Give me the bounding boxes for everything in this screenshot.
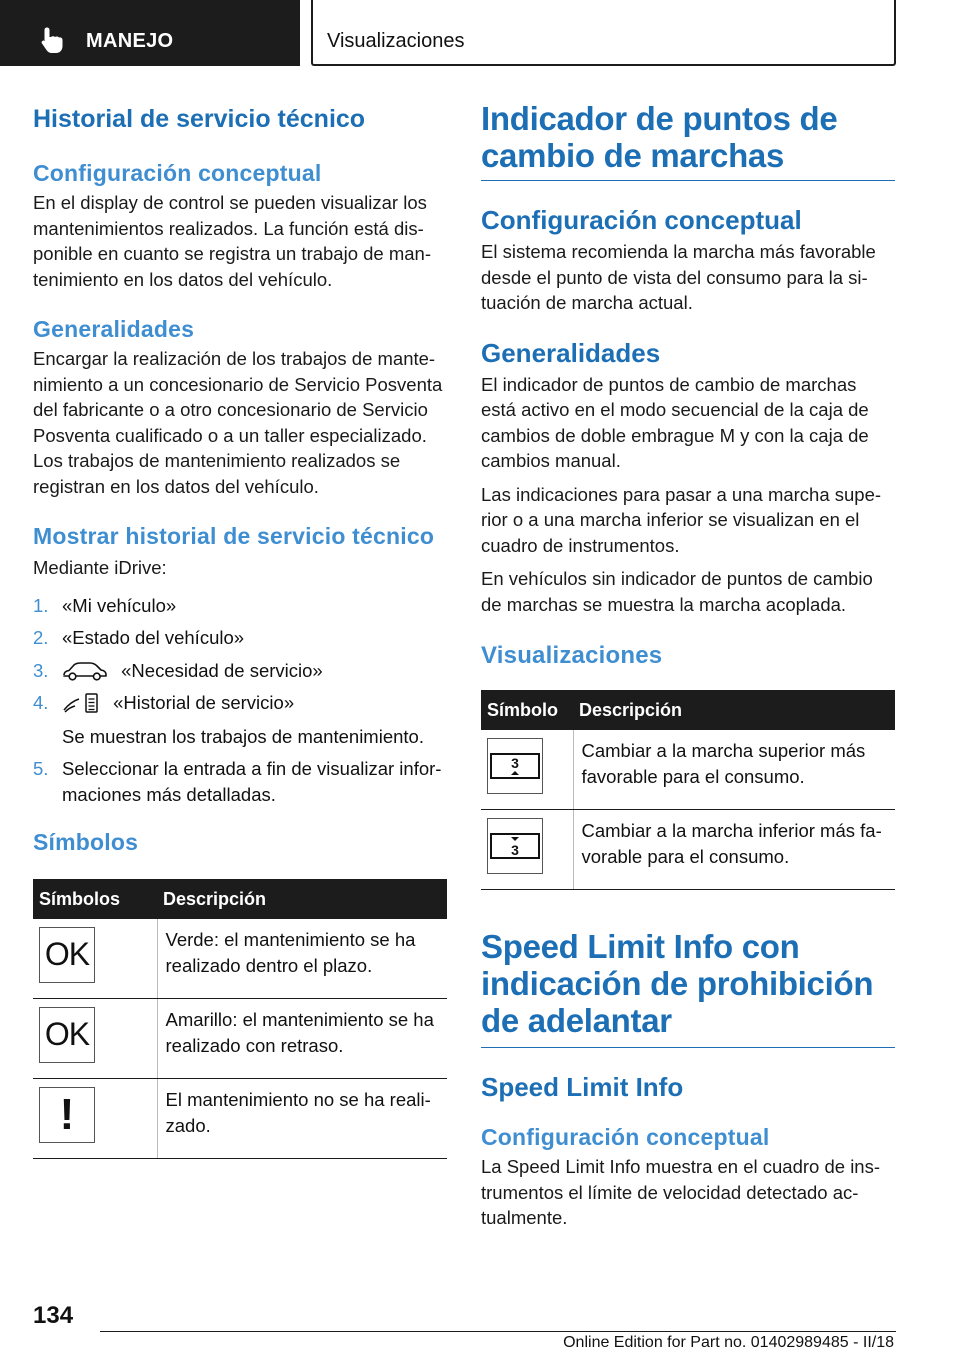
column-header-symbol: Símbolo: [481, 690, 573, 730]
column-header-description: Descripción: [573, 690, 895, 730]
heading-symbols: Símbolos: [33, 829, 139, 855]
table-row: [33, 919, 447, 999]
table-cell-description: Amarillo: el mantenimiento se ha realizado con retraso.: [157, 999, 447, 1079]
heading-general: Generalidades: [481, 337, 661, 368]
edition-text: Online Edition for Part no. 01402989485 - II/18: [563, 1334, 894, 1351]
heading-sli-concept: Configuración conceptual: [481, 1124, 770, 1150]
table-row: [481, 730, 895, 810]
step-subtext: Se muestran los trabajos de mantenimiento.: [62, 725, 424, 747]
right-column: [481, 100, 895, 1231]
paragraph-concept: El sistema recomienda la marcha más favorable desde el punto de vista del consumo para la situación de marcha actual.: [481, 241, 876, 313]
list-item: 5. Seleccionar la entrada a fin de visualizar informaciones más detalladas.: [33, 758, 442, 805]
list-item: 4. «Historial de servicio» Se muestran los trabajos de mantenimiento.: [33, 690, 447, 749]
heading-general: Generalidades: [33, 316, 195, 342]
svg-text:3: 3: [511, 842, 519, 858]
table-row: [481, 810, 895, 890]
list-item: 1. «Mi vehículo»: [33, 594, 177, 616]
table-header-row: [481, 690, 895, 730]
paragraph-general: Encargar la realización de los trabajos de mantenimiento a un concesionario de Servicio Posventa del fabricante o a otro concesionario de Servicio Posventa cualificado o a un taller especializado. Los trabajos de mantenimiento realizados se registran en los datos del vehículo.: [33, 348, 443, 497]
displays-table: [481, 690, 895, 890]
heading-service-history: Historial de servicio técnico: [33, 105, 366, 133]
table-header-row: [33, 879, 447, 919]
chapter-tab: [311, 0, 896, 66]
car-icon: [62, 660, 108, 682]
table-cell-description: El mantenimiento no se ha realizado.: [157, 1079, 447, 1159]
paragraph-idrive: Mediante iDrive:: [33, 557, 167, 578]
heading-concept: Configuración conceptual: [481, 205, 802, 235]
paragraph-general-1: El indicador de puntos de cambio de marchas está activo en el modo secuencial de la caja de cambios de doble embrague M y con la caja de cambios manual.: [481, 373, 869, 471]
page-number: 134: [33, 1302, 74, 1329]
table-row: [33, 999, 447, 1079]
heading-concept: Configuración conceptual: [33, 160, 322, 186]
table-cell-description: Cambiar a la marcha inferior más favorable para el consumo.: [573, 810, 895, 890]
exclamation-icon: !: [39, 1087, 95, 1143]
ok-yellow-icon: OK: [39, 1007, 95, 1063]
list-item: 3. «Necesidad de servicio»: [33, 659, 323, 681]
hand-pointer-icon: [40, 26, 66, 54]
shift-down-icon: [487, 818, 543, 874]
table-cell-description: Cambiar a la marcha superior más favorable para el consumo.: [573, 730, 895, 810]
heading-shift-indicator: Indicador de puntos de cambio de marchas: [481, 100, 838, 174]
paragraph-concept: En el display de control se pueden visualizar los mantenimientos realizados. La función está disponible en cuanto se registra un trabajo de mantenimiento en los datos del vehículo.: [33, 192, 432, 290]
left-column: [33, 100, 447, 1159]
column-header-description: Descripción: [157, 879, 447, 919]
footer-divider: [100, 1331, 896, 1332]
paragraph-general-2: Las indicaciones para pasar a una marcha superior o a una marcha inferior se visualizan en el cuadro de instrumentos.: [481, 483, 882, 556]
heading-displays: Visualizaciones: [481, 642, 663, 669]
table-row: [33, 1079, 447, 1159]
steps-list: [33, 593, 447, 808]
symbols-table: [33, 879, 447, 1159]
section-title: MANEJO: [86, 30, 174, 52]
page-header: [0, 0, 960, 66]
table-cell-description: Verde: el mantenimiento se ha realizado dentro el plazo.: [157, 919, 447, 999]
heading-speed-limit-info: Speed Limit Info con indicación de prohibición de adelantar: [481, 928, 874, 1039]
shift-up-icon: [487, 738, 543, 794]
heading-show-history: Mostrar historial de servicio técnico: [33, 523, 435, 549]
paragraph-sli: La Speed Limit Info muestra en el cuadro de instrumentos el límite de velocidad detectado actualmente.: [481, 1156, 881, 1228]
column-header-symbols: Símbolos: [33, 879, 157, 919]
page-footer: [0, 1290, 960, 1362]
section-tab: [0, 0, 300, 66]
service-history-icon: [62, 692, 100, 714]
ok-green-icon: OK: [39, 927, 95, 983]
paragraph-general-3: En vehículos sin indicador de puntos de cambio de marchas se muestra la marcha acoplada.: [481, 568, 873, 615]
heading-sli: Speed Limit Info: [481, 1072, 684, 1102]
svg-text:3: 3: [511, 755, 519, 771]
chapter-title: Visualizaciones: [327, 30, 465, 52]
list-item: 2. «Estado del vehículo»: [33, 627, 245, 648]
